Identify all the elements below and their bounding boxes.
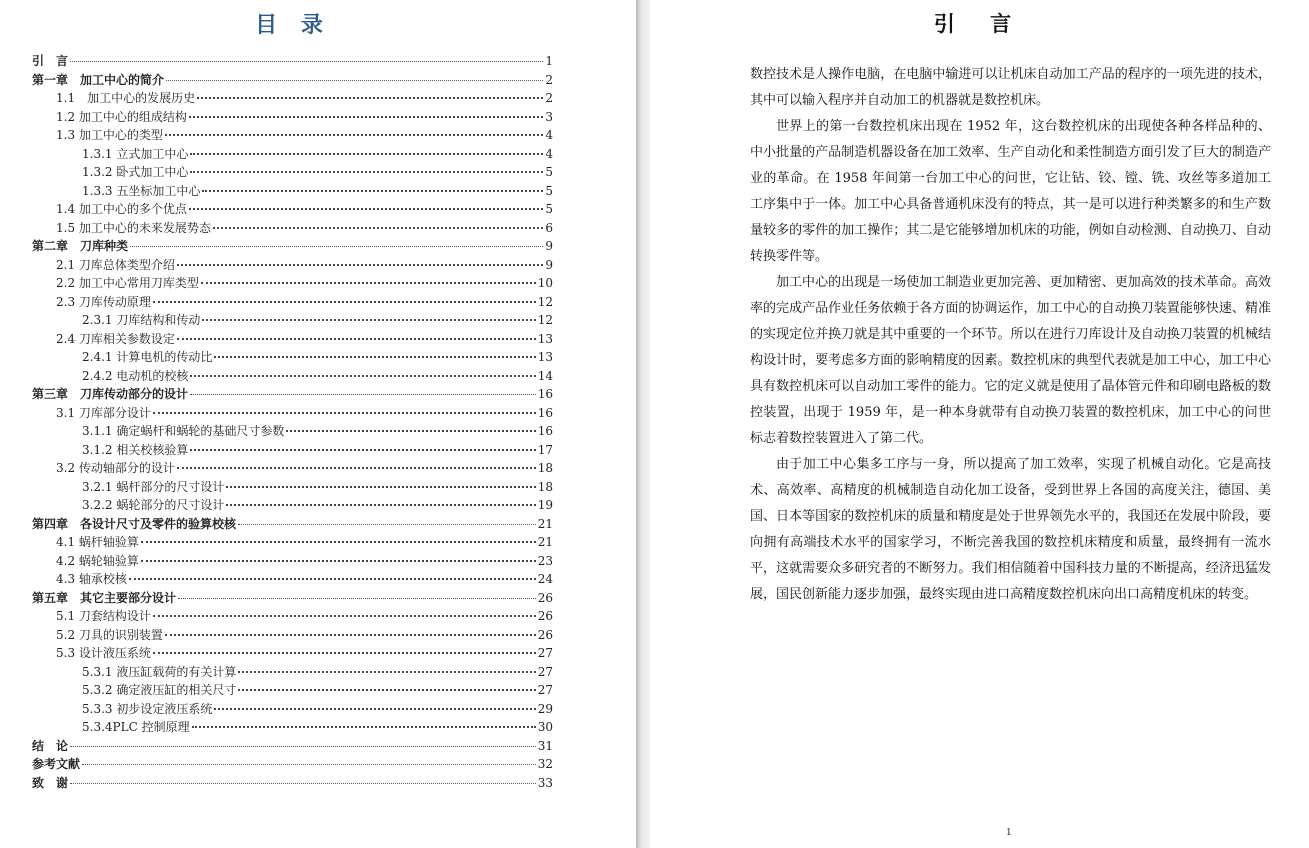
- toc-entry-title: 3.1.1 确定蜗杆和蜗轮的基础尺寸参数: [82, 424, 285, 438]
- toc-leader-dots: [178, 598, 536, 599]
- toc-entry[interactable]: [32, 404, 553, 423]
- toc-leader-dots: [213, 227, 543, 229]
- toc-entry-page: 27: [537, 664, 553, 679]
- toc-entry-page: 26: [537, 590, 553, 605]
- toc-leader-dots: [238, 671, 535, 673]
- toc-leader-dots: [141, 541, 536, 543]
- page-divider: [636, 0, 650, 848]
- toc-entry-title: 5.2 刀具的识别装置: [56, 627, 163, 642]
- toc-leader-dots: [153, 301, 536, 303]
- toc-entry[interactable]: [32, 385, 553, 404]
- toc-leader-dots: [190, 449, 535, 451]
- intro-title: 引 言: [933, 12, 1026, 36]
- toc-entry-title: 1.1 加工中心的发展历史: [56, 91, 196, 105]
- toc-entry-page: 12: [537, 294, 553, 309]
- toc-leader-dots: [129, 578, 536, 580]
- intro-page: [650, 0, 1309, 848]
- toc-leader-dots: [82, 764, 536, 765]
- toc-entry-page: 16: [537, 424, 553, 438]
- toc-entry[interactable]: [32, 330, 553, 349]
- toc-entry[interactable]: [32, 496, 553, 515]
- toc-entry-title: 3.2.1 蜗杆部分的尺寸设计: [82, 479, 225, 494]
- toc-entry-title: 1.2 加工中心的组成结构: [56, 109, 187, 124]
- toc-leader-dots: [226, 486, 535, 488]
- toc-entry-title: 3.1.2 相关校核验算: [82, 442, 189, 457]
- toc-entry-title: 5.3.1 液压缸载荷的有关计算: [82, 664, 237, 679]
- toc-entry-title: 5.1 刀套结构设计: [56, 609, 151, 623]
- toc-entry-page: 16: [537, 387, 553, 401]
- toc-entry[interactable]: [32, 589, 553, 608]
- toc-entry-page: 27: [537, 646, 553, 660]
- toc-leader-dots: [177, 264, 543, 266]
- toc-entry-title: 1.4 加工中心的多个优点: [56, 202, 187, 216]
- toc-leader-dots: [70, 746, 536, 747]
- toc-entry-title: 1.3.2 卧式加工中心: [82, 165, 189, 179]
- toc-entry-page: 14: [537, 368, 553, 383]
- toc-leader-dots: [202, 190, 543, 192]
- toc-entry[interactable]: [32, 89, 553, 108]
- toc-leader-dots: [190, 394, 536, 395]
- toc-entry-title: 2.1 刀库总体类型介绍: [56, 257, 175, 272]
- toc-leader-dots: [153, 652, 536, 654]
- toc-leader-dots: [153, 615, 536, 617]
- toc-page: [0, 0, 636, 848]
- toc-leader-dots: [238, 689, 535, 691]
- toc-entry-title: 3.1 刀库部分设计: [56, 405, 151, 420]
- toc-entry-page: 33: [537, 775, 553, 790]
- toc-entry-page: 18: [537, 461, 553, 475]
- toc-entry-page: 18: [537, 479, 553, 494]
- intro-paragraph: 由于加工中心集多工序与一身，所以提高了加工效率，实现了机械自动化。它是高技术、高效率、高精度的机械制造自动化加工设备，受到世界上各国的高度关注，德国、美国、日本等国家的数控机床的质量和精度是处于世界领先水平的，我国还在发展中阶段，要向拥有高端技术水平的国家学习，不断完善我国的数控机床精度和质量，最终拥有一流水平，这就需要众多研究者的不断努力。我们相信随着中国科技力量的不断提高，经济迅猛发展，国民创新能力逐步加强，最终实现由进口高精度数控机床向出口高精度机床的转变。: [750, 457, 1271, 602]
- toc-entry[interactable]: [32, 200, 553, 219]
- toc-entry-title: 参考文献: [32, 757, 81, 771]
- intro-paragraph: 加工中心的出现是一场使加工制造业更加完善、更加精密、更加高效的技术革命。高效率的完成产品作业任务依赖于各方面的协调运作，加工中心的自动换刀装置能够快速、精准的实现定位并换刀就是其中重要的一个环节。所以在进行刀库设计及自动换刀装置的机械结构设计时，要考虑多方面的影响精度的因素。数控机床的典型代表就是加工中心，加工中心具有数控机床可以自动加工零件的能力。它的定义就是使用了晶体管元件和印刷电路板的数控装置，出现于 1959 年，是一种本身就带有自动换刀装置的数控机床，加工中心的问世标志着数控装置进入了第二代。: [750, 275, 1271, 446]
- toc-entry[interactable]: [32, 570, 553, 589]
- toc-entry-title: 第一章 加工中心的简介: [32, 72, 165, 87]
- toc-entry-title: 2.4 刀库相关参数设定: [56, 331, 175, 346]
- toc-entry-page: 27: [537, 683, 553, 697]
- toc-entry-page: 6: [545, 220, 553, 235]
- toc-entry-title: 3.2 传动轴部分的设计: [56, 461, 175, 475]
- toc-entry-title: 4.3 轴承校核: [56, 572, 127, 586]
- toc-entry[interactable]: [32, 663, 553, 682]
- toc-leader-dots: [141, 560, 536, 562]
- intro-paragraph: 数控技术是人操作电脑，在电脑中输进可以让机床自动加工产品的程序的一项先进的技术，其中可以输入程序并自动加工的机器就是数控机床。: [750, 67, 1271, 108]
- toc-entry-title: 2.3.1 刀库结构和传动: [82, 313, 201, 327]
- toc-entry-page: 24: [537, 572, 553, 586]
- toc-entry-page: 26: [537, 609, 553, 623]
- toc-entry-title: 2.3 刀库传动原理: [56, 294, 151, 309]
- toc-leader-dots: [202, 319, 535, 321]
- toc-leader-dots: [190, 375, 535, 377]
- toc-leader-dots: [192, 726, 536, 728]
- toc-entry-title: 第五章 其它主要部分设计: [32, 590, 177, 605]
- toc-leader-dots: [286, 430, 535, 432]
- toc-entry[interactable]: [32, 441, 553, 460]
- toc-entry-title: 4.1 蜗杆轴验算: [56, 535, 139, 549]
- toc-leader-dots: [166, 80, 543, 81]
- page-number: 1: [1006, 828, 1012, 838]
- toc-title: 目 录: [255, 13, 331, 38]
- toc-entry[interactable]: [32, 552, 553, 571]
- toc-entry-page: 31: [537, 738, 553, 753]
- toc-entry[interactable]: [32, 348, 553, 367]
- toc-entry-page: 9: [545, 239, 553, 253]
- toc-leader-dots: [190, 171, 543, 173]
- toc-entry[interactable]: [32, 237, 553, 256]
- toc-entry[interactable]: [32, 737, 553, 756]
- toc-entry-title: 引 言: [32, 54, 69, 68]
- toc-entry[interactable]: [32, 182, 553, 201]
- toc-entry[interactable]: [32, 219, 553, 238]
- toc-entry-title: 结 论: [32, 738, 69, 753]
- toc-entry-page: 12: [537, 313, 553, 327]
- toc-entry-title: 1.3.3 五坐标加工中心: [82, 183, 201, 198]
- toc-leader-dots: [130, 246, 543, 247]
- toc-entry-page: 30: [537, 720, 553, 734]
- toc-entry-page: 2: [545, 91, 553, 105]
- toc-entry[interactable]: [32, 774, 553, 793]
- toc-leader-dots: [165, 634, 536, 636]
- toc-leader-dots: [189, 208, 543, 210]
- toc-leader-dots: [214, 708, 535, 710]
- toc-entry[interactable]: [32, 700, 553, 719]
- toc-entry[interactable]: [32, 108, 553, 127]
- toc-entry-title: 1.5 加工中心的未来发展势态: [56, 220, 211, 235]
- toc-entry-title: 第四章 各设计尺寸及零件的验算校核: [32, 516, 237, 531]
- toc-entry-page: 5: [545, 165, 553, 179]
- toc-list: [32, 52, 553, 792]
- toc-entry-page: 1: [545, 54, 553, 68]
- toc-entry[interactable]: [32, 71, 553, 90]
- toc-entry-page: 21: [537, 535, 553, 549]
- toc-leader-dots: [201, 282, 536, 284]
- toc-entry[interactable]: [32, 533, 553, 552]
- toc-entry-page: 5: [545, 202, 553, 216]
- toc-leader-dots: [190, 153, 543, 155]
- toc-entry-title: 1.3.1 立式加工中心: [82, 146, 189, 161]
- toc-entry-page: 19: [537, 498, 553, 512]
- toc-entry-page: 29: [537, 701, 553, 716]
- toc-entry-page: 2: [545, 72, 553, 87]
- toc-leader-dots: [177, 338, 536, 340]
- toc-leader-dots: [153, 412, 536, 414]
- toc-entry-page: 21: [537, 516, 553, 531]
- toc-entry[interactable]: [32, 126, 553, 145]
- toc-entry-title: 4.2 蜗轮轴验算: [56, 553, 139, 568]
- toc-entry[interactable]: [32, 626, 553, 645]
- intro-paragraph: 世界上的第一台数控机床出现在 1952 年，这台数控机床的出现使各种各样品种的、中小批量的产品制造机器设备在加工效率、生产自动化和柔性制造方面引发了巨大的制造产业的革命。在 1958 年间第一台加工中心的问世，它让钻、铰、镗、铣、攻丝等多道加工工序集中于一体。加工中心具备普通机床没有的特点，其一是可以进行种类繁多的和生产数量较多的零件的加工操作；其二是它能够增加机床的功能，例如自动检测、自动换刀、自动转换零件等。: [750, 119, 1271, 264]
- toc-entry[interactable]: [32, 367, 553, 386]
- toc-entry[interactable]: [32, 145, 553, 164]
- toc-leader-dots: [177, 467, 536, 469]
- toc-entry[interactable]: [32, 422, 553, 441]
- toc-entry-title: 第三章 刀库传动部分的设计: [32, 387, 189, 401]
- toc-entry[interactable]: [32, 755, 553, 774]
- toc-entry[interactable]: [32, 163, 553, 182]
- toc-entry-page: 13: [537, 350, 553, 364]
- toc-entry-title: 2.4.2 电动机的校核: [82, 368, 189, 383]
- toc-entry-page: 5: [545, 183, 553, 198]
- toc-entry-title: 致 谢: [32, 775, 69, 790]
- toc-entry-title: 3.2.2 蜗轮部分的尺寸设计: [82, 498, 225, 512]
- toc-entry[interactable]: [32, 478, 553, 497]
- toc-leader-dots: [189, 116, 543, 118]
- toc-leader-dots: [70, 61, 543, 62]
- toc-entry[interactable]: [32, 274, 553, 293]
- toc-entry-page: 26: [537, 627, 553, 642]
- toc-entry-page: 10: [537, 276, 553, 290]
- toc-entry[interactable]: [32, 681, 553, 700]
- toc-entry[interactable]: [32, 52, 553, 71]
- toc-entry[interactable]: [32, 644, 553, 663]
- toc-entry-page: 4: [545, 128, 553, 142]
- toc-leader-dots: [226, 504, 535, 506]
- toc-entry-page: 17: [537, 442, 553, 457]
- toc-entry[interactable]: [32, 459, 553, 478]
- toc-entry-page: 3: [545, 109, 553, 124]
- toc-entry-page: 23: [537, 553, 553, 568]
- toc-leader-dots: [197, 97, 543, 99]
- toc-entry-title: 5.3.4PLC 控制原理: [82, 720, 190, 734]
- toc-entry-page: 16: [537, 405, 553, 420]
- toc-entry[interactable]: [32, 256, 553, 275]
- toc-entry-title: 5.3.3 初步设定液压系统: [82, 701, 213, 716]
- toc-entry[interactable]: [32, 311, 553, 330]
- toc-leader-dots: [70, 783, 536, 784]
- intro-body: [750, 62, 1271, 608]
- toc-entry[interactable]: [32, 718, 553, 737]
- toc-entry-page: 13: [537, 331, 553, 346]
- toc-entry-title: 2.4.1 计算电机的传动比: [82, 350, 213, 364]
- toc-leader-dots: [165, 134, 543, 136]
- toc-entry-title: 1.3 加工中心的类型: [56, 128, 163, 142]
- toc-entry-page: 9: [545, 257, 553, 272]
- toc-entry-page: 32: [537, 757, 553, 771]
- toc-entry-title: 第二章 刀库种类: [32, 239, 129, 253]
- toc-entry[interactable]: [32, 293, 553, 312]
- toc-leader-dots: [214, 356, 535, 358]
- toc-entry[interactable]: [32, 515, 553, 534]
- toc-leader-dots: [238, 524, 536, 525]
- toc-entry-page: 4: [545, 146, 553, 161]
- toc-entry-title: 2.2 加工中心常用刀库类型: [56, 276, 199, 290]
- toc-entry[interactable]: [32, 607, 553, 626]
- toc-entry-title: 5.3 设计液压系统: [56, 646, 151, 660]
- toc-entry-title: 5.3.2 确定液压缸的相关尺寸: [82, 683, 237, 697]
